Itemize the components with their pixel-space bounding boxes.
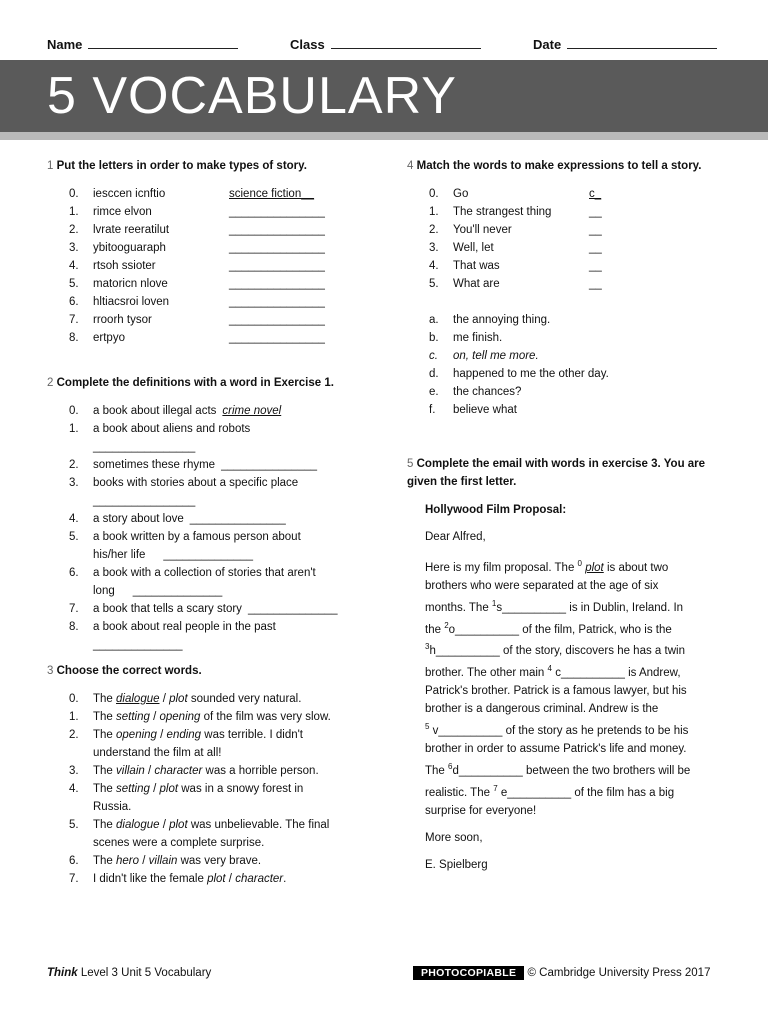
option-choice[interactable]: setting (116, 783, 150, 795)
list-item (429, 239, 727, 257)
answer-blank[interactable]: ______________ (247, 603, 338, 615)
option-separator: / (149, 711, 160, 723)
item-number: 7. (69, 314, 79, 326)
item-number: 1. (69, 206, 79, 218)
list-item (69, 257, 367, 275)
sentence-text: was very brave. (177, 855, 262, 867)
answer-blank[interactable]: v__________ (432, 724, 503, 737)
list-item (69, 203, 367, 221)
definition-text (93, 528, 301, 546)
list-item (69, 600, 367, 618)
item-number: 2. (69, 729, 79, 741)
exercise-number: 1 (47, 160, 54, 172)
answer-blank[interactable]: h__________ (429, 645, 500, 658)
item-number: 2. (69, 224, 79, 236)
list-item-continued (69, 492, 367, 510)
list-item (69, 311, 367, 329)
sentence-text: was in a snowy forest in (178, 783, 304, 795)
answer-blank[interactable]: __ (589, 260, 602, 272)
definition-words: a book about aliens and robots (93, 423, 251, 435)
exercise-number: 4 (407, 160, 414, 172)
item-number: 7. (69, 873, 79, 885)
list-item (69, 690, 367, 708)
item-number: 0. (429, 188, 439, 200)
expression-start: The strangest thing (453, 206, 552, 218)
item-number: 3. (69, 765, 79, 777)
sentence-text: Russia. (93, 801, 132, 813)
example-answer: plot (585, 561, 604, 574)
definition-words: a book that tells a scary story (93, 603, 242, 615)
item-number: 4. (69, 260, 79, 272)
list-item (429, 257, 727, 275)
class-field (290, 36, 481, 52)
footer-book-title: Think (47, 967, 78, 979)
list-item (69, 780, 367, 798)
option-choice[interactable]: plot (169, 693, 188, 705)
definition-text (93, 456, 317, 474)
exercise-5 (407, 455, 727, 874)
expression-start: What are (453, 278, 500, 290)
sentence-text: . (283, 873, 287, 885)
list-item-continued (69, 438, 367, 456)
answer-blank: crime novel (222, 405, 282, 417)
name-label: Name (47, 37, 83, 52)
item-number: 4. (69, 783, 79, 795)
list-item-continued (69, 744, 367, 762)
answer-blank[interactable]: s__________ (496, 601, 567, 614)
sentence-text: was a horrible person. (202, 765, 319, 777)
list-item (69, 816, 367, 834)
name-field (47, 36, 238, 52)
jumbled-word: ertpyo (93, 332, 125, 344)
option-choice[interactable]: setting (116, 711, 150, 723)
definition-text (93, 618, 276, 636)
list-item (69, 474, 367, 492)
exercise-4 (407, 157, 727, 419)
expression-end: the annoying thing. (453, 314, 551, 326)
item-letter: c. (429, 350, 438, 362)
list-item-continued (69, 546, 367, 564)
answer-blank[interactable]: _______________ (189, 513, 286, 525)
answer-blank[interactable]: ________________ (93, 495, 196, 507)
definition-words: a story about love (93, 513, 184, 525)
definition-text (93, 474, 298, 492)
item-number: 0. (69, 693, 79, 705)
answer-blank[interactable]: d__________ (452, 764, 523, 777)
list-item-continued (69, 582, 367, 600)
definition-text (93, 420, 250, 438)
expression-end: on, tell me more. (453, 350, 539, 362)
option-separator: / (149, 783, 160, 795)
exercise-3 (47, 662, 367, 888)
gap-number: 0 (577, 559, 582, 568)
list-item (429, 365, 727, 383)
list-item (69, 456, 367, 474)
expression-start: That was (453, 260, 500, 272)
exercise-instruction: Choose the correct words. (56, 665, 202, 677)
jumbled-word: hltiacsroi loven (93, 296, 170, 308)
email-text: brother is a dangerous criminal. Andrew is the (425, 703, 659, 716)
definition-text (93, 582, 222, 600)
list-item (69, 564, 367, 582)
list-item (429, 275, 727, 293)
expression-end: believe what (453, 404, 517, 416)
list-item (69, 870, 367, 888)
item-number: 6. (69, 567, 79, 579)
definition-words: sometimes these rhyme (93, 459, 216, 471)
exercise-4-title (407, 157, 727, 175)
item-letter: f. (429, 404, 436, 416)
gap-number: 1 (491, 598, 497, 608)
sentence-text: The (93, 693, 117, 705)
jumbled-word: ybitooguaraph (93, 242, 166, 254)
list-item (429, 221, 727, 239)
sentence (93, 690, 301, 708)
list-item (429, 203, 727, 221)
option-choice[interactable]: plot (169, 819, 188, 831)
email-text: surprise for everyone! (425, 804, 537, 817)
option-choice[interactable]: character (154, 765, 203, 777)
expression-end: happened to me the other day. (453, 368, 609, 380)
sentence-text: I didn't like the female (93, 873, 208, 885)
sentence-text: of the film was very slow. (200, 711, 331, 723)
option-choice[interactable]: opening (159, 711, 201, 723)
list-item (69, 726, 367, 744)
email-text: of the film has a big (571, 786, 675, 799)
exercise-number: 5 (407, 458, 414, 470)
answer-blank[interactable]: _______________ (229, 206, 325, 218)
footer-copyright (413, 967, 710, 979)
email-text: of the film, Patrick, who is the (519, 623, 672, 636)
sentence (93, 852, 261, 870)
item-letter: b. (429, 332, 439, 344)
option-separator: / (156, 729, 167, 741)
gap-number: 3 (425, 642, 430, 652)
list-item (69, 420, 367, 438)
answer-blank[interactable]: __ (589, 206, 602, 218)
footer-book-info (47, 967, 211, 979)
date-field (533, 36, 717, 52)
exercise-5-title-line2: given the first letter. (407, 476, 517, 488)
answer-blank[interactable]: _______________ (229, 296, 325, 308)
sentence (93, 870, 286, 888)
expression-end: me finish. (453, 332, 503, 344)
exercise-instruction: Match the words to make expressions to tell a story. (416, 160, 702, 172)
class-line (331, 36, 481, 49)
item-number: 3. (69, 242, 79, 254)
answer-blank[interactable]: ______________ (93, 639, 183, 651)
exercise-number: 2 (47, 377, 54, 389)
answer-blank[interactable]: _______________ (229, 278, 325, 290)
item-number: 5. (69, 819, 79, 831)
list-item (69, 221, 367, 239)
definition-words: a book written by a famous person about (93, 531, 301, 543)
footer-unit: Level 3 Unit 5 Vocabulary (77, 967, 212, 979)
item-number: 5. (429, 278, 439, 290)
list-item (69, 329, 367, 347)
item-letter: a. (429, 314, 439, 326)
email-text: is about two (603, 561, 669, 574)
email-subject: Hollywood Film Proposal: (425, 504, 567, 516)
list-item (69, 293, 367, 311)
answer-blank[interactable]: _______________ (221, 459, 318, 471)
option-choice[interactable]: hero (116, 855, 140, 867)
sentence (93, 816, 329, 834)
definition-text (93, 636, 183, 654)
sentence-text: sounded very natural. (187, 693, 302, 705)
expression-start: You'll never (453, 224, 512, 236)
answer-blank[interactable]: __ (589, 224, 602, 236)
email-text: brother in order to assume Patrick's life and money. (425, 742, 687, 755)
option-separator: / (159, 819, 170, 831)
option-choice[interactable]: ending (166, 729, 202, 741)
item-number: 6. (69, 296, 79, 308)
jumbled-word: rtsoh ssioter (93, 260, 156, 272)
exercise-2 (47, 374, 367, 654)
option-separator: / (139, 855, 149, 867)
expression-start: Well, let (453, 242, 494, 254)
answer-blank[interactable]: _______________ (229, 224, 325, 236)
item-letter: d. (429, 368, 439, 380)
item-number: 0. (69, 188, 79, 200)
list-item (69, 239, 367, 257)
gap-number: 7 (493, 783, 498, 793)
title-banner-stripe (0, 132, 768, 140)
exercise-3-title (47, 662, 367, 680)
list-item (69, 528, 367, 546)
sentence-text: The (93, 855, 117, 867)
photocopiable-badge: PHOTOCOPIABLE (413, 966, 524, 980)
answer-blank[interactable]: _______________ (229, 332, 325, 344)
exercise-5-title (407, 455, 727, 473)
item-number: 1. (69, 423, 79, 435)
list-item (429, 347, 727, 365)
email-text: brother. The other main (425, 667, 548, 680)
gap-number: 4 (547, 664, 552, 674)
item-number: 4. (69, 513, 79, 525)
definition-text (93, 492, 195, 510)
sentence-text: scenes were a complete surprise. (93, 837, 265, 849)
sentence-text: The (93, 819, 117, 831)
list-item (429, 311, 727, 329)
option-choice[interactable]: villain (148, 855, 178, 867)
list-item (69, 852, 367, 870)
email-greeting: Dear Alfred, (425, 531, 486, 543)
name-line (88, 36, 238, 49)
exercise-instruction: Complete the definitions with a word in Exercise 1. (56, 377, 334, 389)
sentence (93, 726, 303, 744)
item-number: 1. (69, 711, 79, 723)
email-text: brothers who were separated at the age of six (425, 579, 659, 592)
jumbled-word: rroorh tysor (93, 314, 152, 326)
sentence (93, 708, 331, 726)
email-text: is Andrew, (624, 667, 681, 680)
email-signature: E. Spielberg (425, 858, 488, 871)
item-number: 8. (69, 332, 79, 344)
item-number: 2. (429, 224, 439, 236)
option-choice[interactable]: dialogue (116, 693, 160, 705)
exercise-1-title (47, 157, 367, 175)
email-text: between the two brothers will be (522, 764, 691, 777)
definition-words: a book about illegal acts (93, 405, 217, 417)
definition-text (93, 402, 281, 420)
email-text: the (425, 623, 445, 636)
sentence (93, 762, 319, 780)
sentence-text: The (93, 729, 117, 741)
item-number: 3. (69, 477, 79, 489)
exercise-number: 3 (47, 665, 54, 677)
gap-number: 6 (448, 761, 453, 771)
list-item (69, 618, 367, 636)
expression-start: Go (453, 188, 469, 200)
answer-blank: science fiction__ (229, 188, 315, 200)
exercise-2-title (47, 374, 367, 392)
answer-blank[interactable]: o__________ (448, 623, 519, 636)
list-item-continued (69, 798, 367, 816)
list-item-continued (69, 834, 367, 852)
option-separator: / (159, 693, 170, 705)
list-item (69, 510, 367, 528)
item-number: 1. (429, 206, 439, 218)
item-number: 2. (69, 459, 79, 471)
option-choice[interactable]: plot (207, 873, 226, 885)
option-separator: / (225, 873, 236, 885)
sentence-text: The (93, 711, 117, 723)
definition-text (93, 438, 195, 456)
email-text: of the story, discovers he has a twin (499, 645, 685, 658)
email-text: realistic. The (425, 786, 494, 799)
answer-blank[interactable]: c__________ (555, 667, 625, 680)
date-line (567, 36, 717, 49)
option-choice[interactable]: opening (116, 729, 157, 741)
sentence-text: was terrible. I didn't (201, 729, 303, 741)
item-number: 6. (69, 855, 79, 867)
list-item (69, 402, 367, 420)
sentence-text: was unbelievable. The final (187, 819, 330, 831)
email-text: is in Dublin, Ireland. In (566, 601, 684, 614)
sentence-text: The (93, 783, 117, 795)
answer-blank[interactable]: __ (589, 278, 602, 290)
answer-blank[interactable]: __ (589, 242, 602, 254)
copyright-text: © Cambridge University Press 2017 (527, 967, 711, 979)
definition-words: books with stories about a specific place (93, 477, 299, 489)
item-number: 5. (69, 531, 79, 543)
gap-number: 2 (444, 620, 449, 630)
sentence (93, 780, 303, 798)
definition-words: a book with a collection of stories that aren't (93, 567, 316, 579)
email-closing: More soon, (425, 831, 483, 844)
answer-blank[interactable]: _______________ (229, 314, 325, 326)
jumbled-word: rimce elvon (93, 206, 152, 218)
answer-blank[interactable]: _______________ (229, 260, 325, 272)
list-item (69, 275, 367, 293)
jumbled-word: lvrate reeratilut (93, 224, 170, 236)
date-label: Date (533, 37, 562, 52)
item-number: 7. (69, 603, 79, 615)
option-choice[interactable]: dialogue (116, 819, 160, 831)
definition-text (93, 600, 337, 618)
answer-blank[interactable]: _______________ (229, 242, 325, 254)
list-item (429, 383, 727, 401)
item-number: 0. (69, 405, 79, 417)
option-separator: / (144, 765, 155, 777)
sentence-text: understand the film at all! (93, 747, 222, 759)
email-text: The (425, 764, 449, 777)
option-choice[interactable]: character (235, 873, 284, 885)
exercise-1 (47, 157, 367, 347)
list-item (429, 185, 727, 203)
list-item (69, 185, 367, 203)
answer-blank: c_ (589, 188, 602, 200)
page-title: 5 VOCABULARY (47, 67, 457, 125)
list-item (69, 708, 367, 726)
option-choice[interactable]: plot (159, 783, 179, 795)
definition-words: a book about real people in the past (93, 621, 276, 633)
definition-words: long (93, 585, 115, 597)
email-text: months. The (425, 601, 492, 614)
gap-number: 5 (425, 722, 430, 732)
jumbled-word: iesccen icnftio (93, 188, 166, 200)
list-item-continued (69, 636, 367, 654)
jumbled-word: matoricn nlove (93, 278, 168, 290)
answer-blank[interactable]: ______________ (163, 549, 253, 561)
email-text: Patrick's brother. Patrick is a famous lawyer, but his (425, 685, 687, 698)
item-number: 4. (429, 260, 439, 272)
expression-end: the chances? (453, 386, 522, 398)
definition-text (93, 564, 316, 582)
answer-blank[interactable]: ______________ (132, 585, 223, 597)
exercise-instruction: Put the letters in order to make types of story. (56, 160, 307, 172)
email-text: Here is my film proposal. The (425, 561, 578, 574)
option-choice[interactable]: villain (116, 765, 145, 777)
exercise-instruction: Complete the email with words in exercise 3. You are (416, 458, 706, 470)
class-label: Class (290, 37, 325, 52)
definition-words: his/her life (93, 549, 146, 561)
answer-blank[interactable]: e__________ (500, 786, 572, 799)
definition-text (93, 546, 253, 564)
list-item (429, 401, 727, 419)
definition-text (93, 510, 286, 528)
item-number: 3. (429, 242, 439, 254)
list-item (69, 762, 367, 780)
sentence-text: The (93, 765, 117, 777)
item-letter: e. (429, 386, 439, 398)
email-body (425, 555, 727, 820)
email-text: of the story as he pretends to be his (502, 724, 689, 737)
item-number: 8. (69, 621, 79, 633)
list-item (429, 329, 727, 347)
answer-blank[interactable]: ________________ (93, 441, 196, 453)
item-number: 5. (69, 278, 79, 290)
